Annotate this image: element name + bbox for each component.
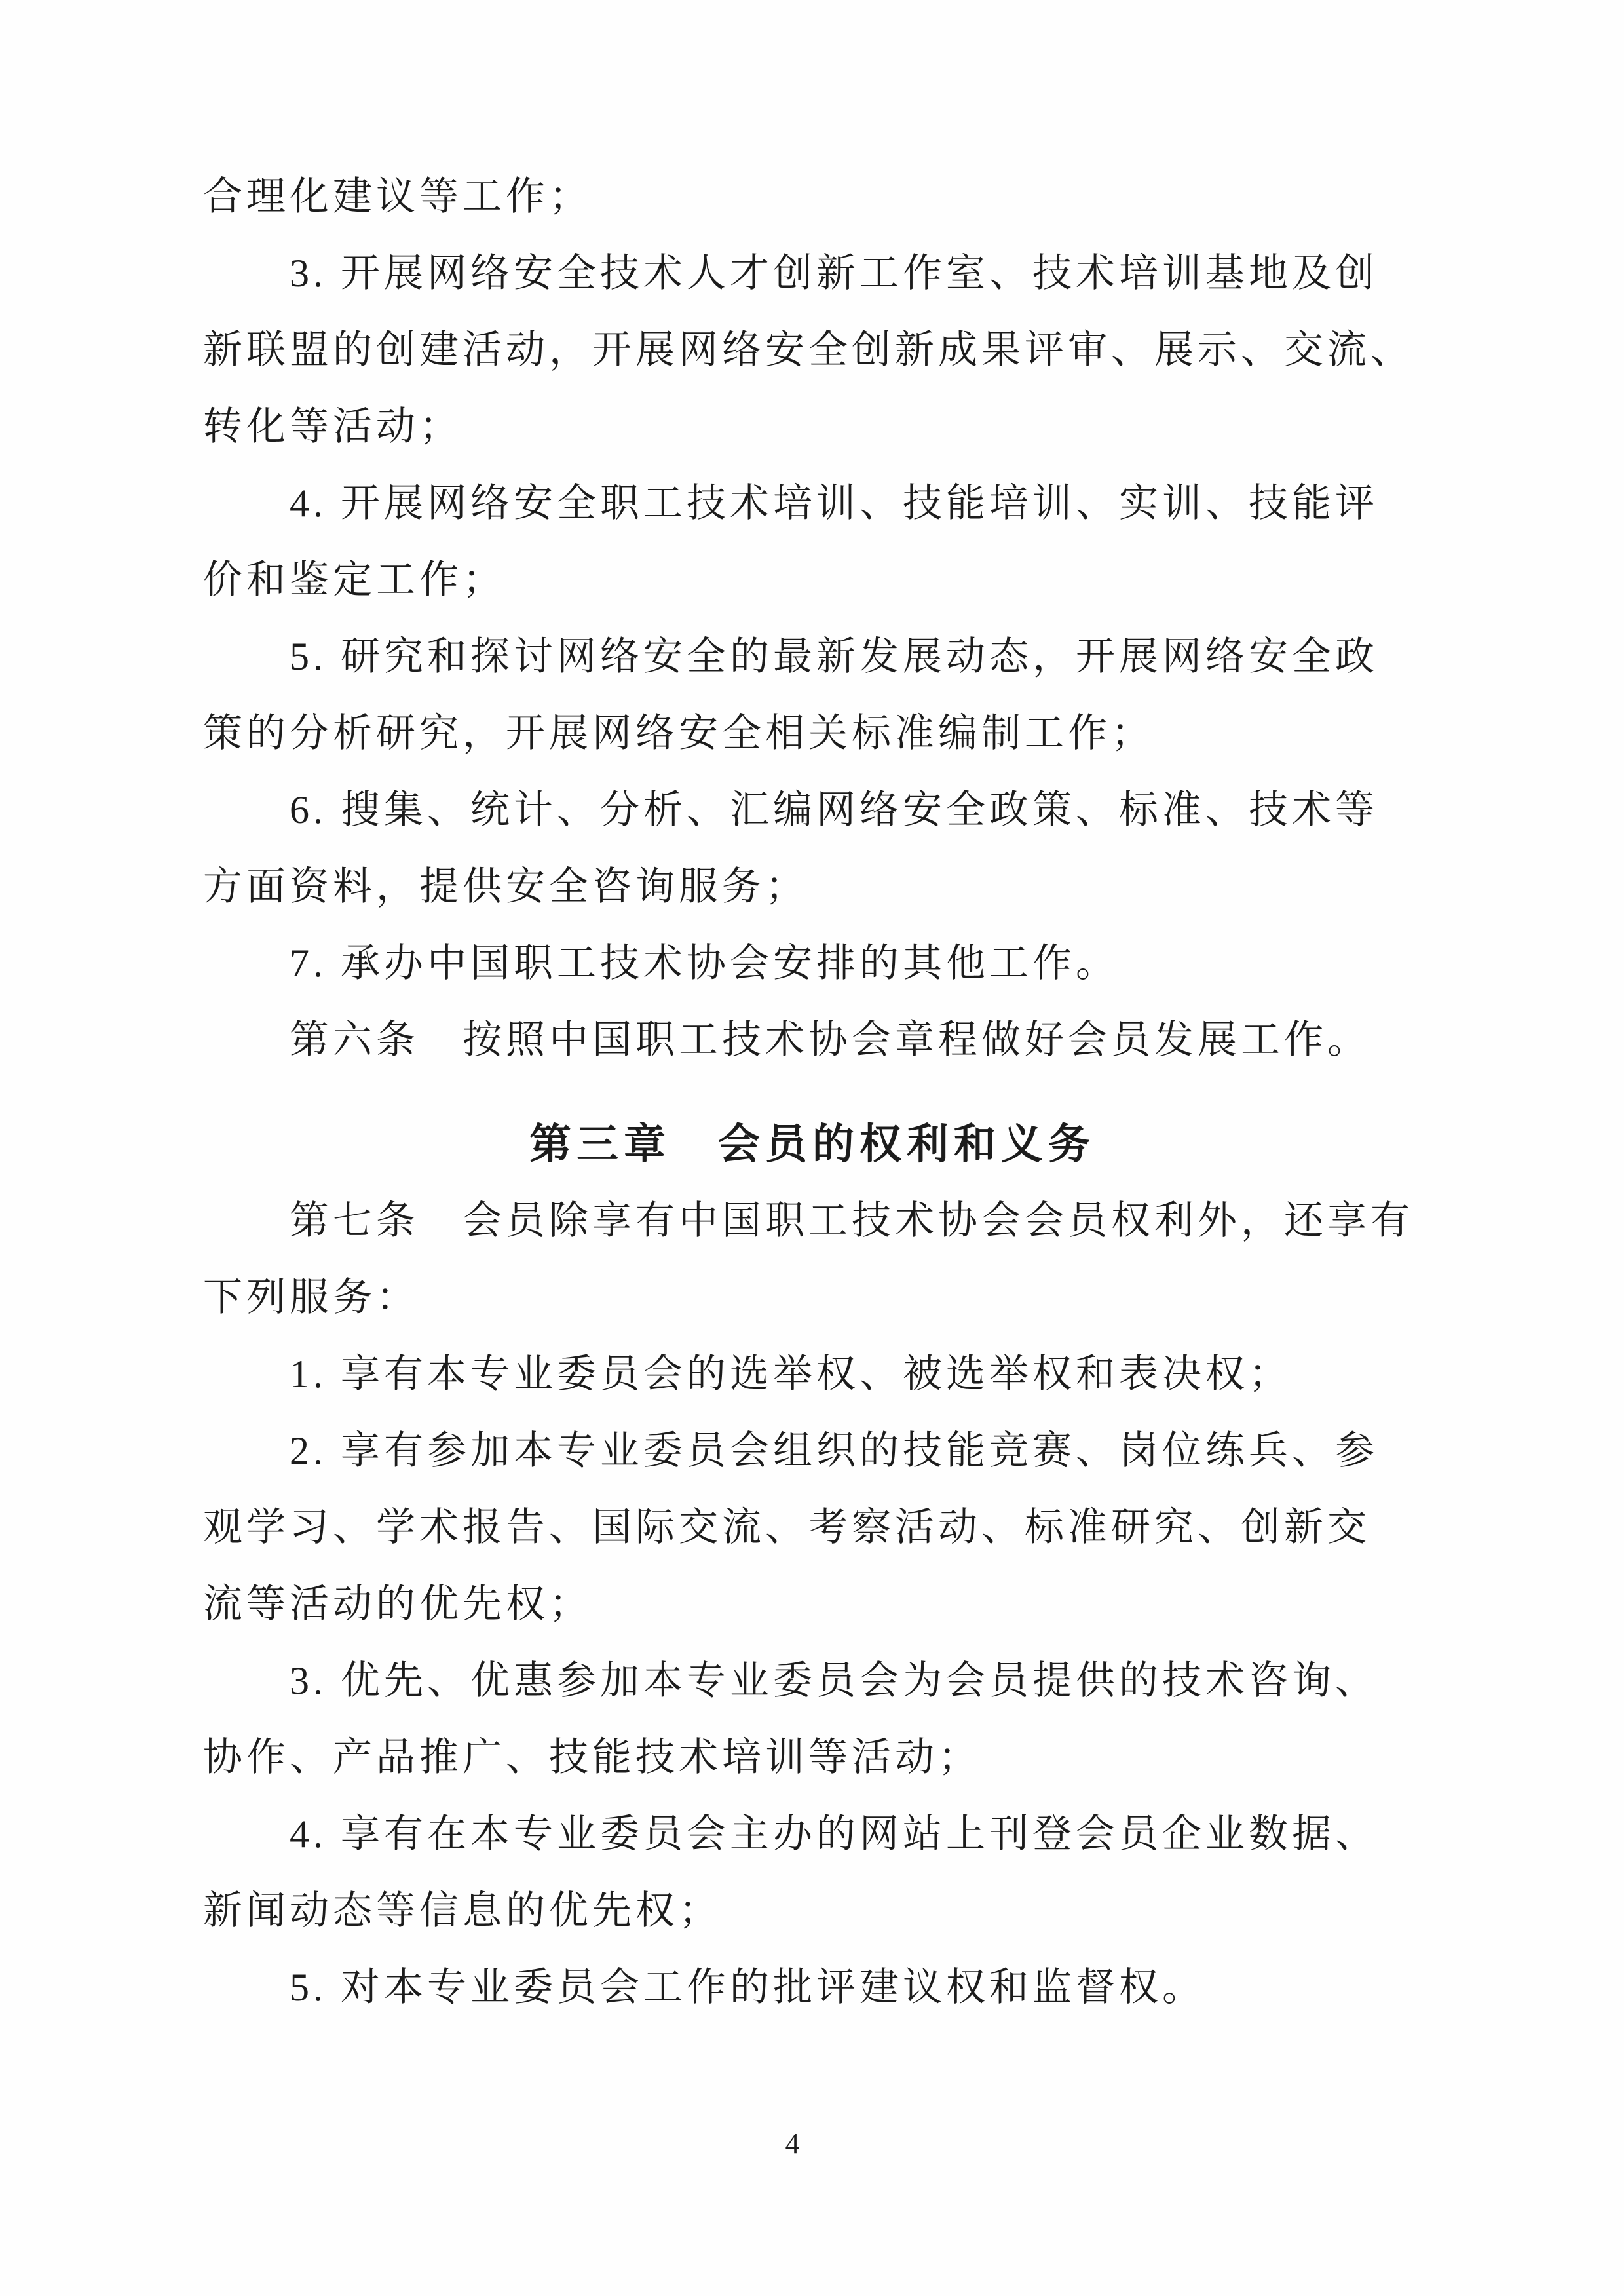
body-line-item-5b: 5. 对本专业委员会工作的批评建议权和监督权。 bbox=[290, 1966, 1205, 2009]
body-line: 转化等活动； bbox=[203, 405, 463, 448]
body-line-item-4b: 4. 享有在本专业委员会主办的网站上刊登会员企业数据、 bbox=[290, 1812, 1378, 1856]
body-line: 新闻动态等信息的优先权； bbox=[203, 1889, 722, 1932]
body-line: 流等活动的优先权； bbox=[203, 1582, 592, 1626]
body-line: 协作、产品推广、技能技术培训等活动； bbox=[203, 1736, 981, 1779]
body-line-item-5: 5. 研究和探讨网络安全的最新发展动态，开展网络安全政 bbox=[290, 635, 1378, 678]
document-body bbox=[203, 159, 1422, 2026]
body-line: 价和鉴定工作； bbox=[203, 558, 506, 602]
body-line-item-4: 4. 开展网络安全职工技术培训、技能培训、实训、技能评 bbox=[290, 482, 1378, 525]
body-line: 观学习、学术报告、国际交流、考察活动、标准研究、创新交 bbox=[203, 1506, 1370, 1549]
body-line-article-7: 第七条 会员除享有中国职工技术协会会员权利外，还享有 bbox=[290, 1199, 1414, 1242]
body-line: 合理化建议等工作； bbox=[203, 175, 592, 218]
body-line-item-7: 7. 承办中国职工技术协会安排的其他工作。 bbox=[290, 942, 1119, 985]
body-line-item-3b: 3. 优先、优惠参加本专业委员会为会员提供的技术咨询、 bbox=[290, 1659, 1378, 1702]
body-line-item-6: 6. 搜集、统计、分析、汇编网络安全政策、标准、技术等 bbox=[290, 788, 1378, 832]
body-line: 新联盟的创建活动，开展网络安全创新成果评审、展示、交流、 bbox=[203, 328, 1414, 372]
body-line: 策的分析研究，开展网络安全相关标准编制工作； bbox=[203, 712, 1154, 755]
body-line: 下列服务： bbox=[203, 1276, 419, 1319]
body-line: 方面资料，提供安全咨询服务； bbox=[203, 865, 808, 908]
page-number: 4 bbox=[785, 2128, 800, 2160]
body-line-item-3: 3. 开展网络安全技术人才创新工作室、技术培训基地及创 bbox=[290, 252, 1378, 295]
body-line-article-6: 第六条 按照中国职工技术协会章程做好会员发展工作。 bbox=[290, 1018, 1370, 1062]
body-line-item-1: 1. 享有本专业委员会的选举权、被选举权和表决权； bbox=[290, 1352, 1292, 1396]
chapter-3-heading: 第三章 会员的权利和义务 bbox=[529, 1120, 1095, 1168]
body-line-item-2: 2. 享有参加本专业委员会组织的技能竞赛、岗位练兵、参 bbox=[290, 1429, 1378, 1472]
